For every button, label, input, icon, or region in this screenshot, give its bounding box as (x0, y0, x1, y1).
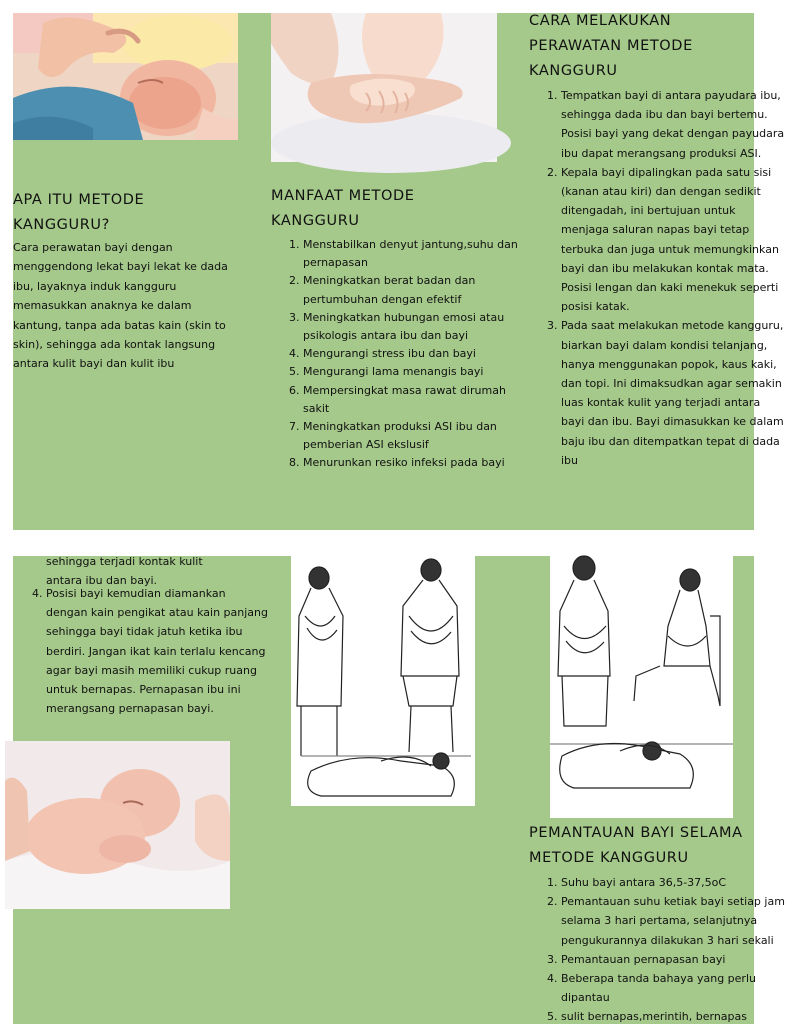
bottom-panel (13, 555, 785, 1024)
section5-list (529, 873, 786, 1027)
top-panel (13, 13, 785, 530)
section3-list (529, 86, 786, 470)
section2-list (271, 236, 533, 473)
list-item: 3. Meningkatkan hubungan emosi atau psikologis antara ibu dan bayi (303, 309, 533, 345)
section2-title: MANFAAT METODE KANGGURU (271, 188, 415, 229)
list-item: 5. sulit bernapas,merintih, bernapas (561, 1007, 786, 1026)
list-item: 2. Kepala bayi dipalingkan pada satu sisi (kanan atau kiri) dan dengan sedikit ditengadah, ini bertujuan untuk menjaga saluran napas bayi tetap terbuka dan juga untuk memungkinkan bayi dan ibu melakukan kontak mata. Posisi lengan dan kaki menekuk seperti posisi katak. (561, 163, 786, 317)
section1-body: Cara perawatan bayi dengan menggendong lekat bayi lekat ke dada ibu, layaknya induk kangguru memasukkan anaknya ke dalam kantung, tanpa ada batas kain (skin to skin), sehingga ada kontak langsung antara kulit bayi dan kulit ibu (13, 241, 228, 371)
list-item: 3. Pada saat melakukan metode kangguru, biarkan bayi dalam kondisi telanjang, hanya menggunakan popok, kaus kaki, dan topi. Ini dimaksudkan agar semakin luas kontak kulit yang terjadi antara bayi dan ibu. Bayi dimasukkan ke dalam baju ibu dan ditempatkan tepat di dada ibu (561, 316, 786, 470)
list-item: 2. Meningkatkan berat badan dan pertumbuhan dengan efektif (303, 272, 533, 308)
list-item: 8. Menurunkan resiko infeksi pada bayi (303, 454, 533, 472)
list-item: 3. Pemantauan pernapasan bayi (561, 950, 786, 969)
list-item: 6. Mempersingkat masa rawat dirumah sakit (303, 382, 533, 418)
section5-title: PEMANTAUAN BAYI SELAMA METODE KANGGURU (529, 825, 743, 866)
list-item: 4. Beberapa tanda bahaya yang perlu dipantau (561, 969, 786, 1007)
sleeping-baby-photo (5, 741, 230, 909)
baby-hand-photo (271, 13, 497, 162)
kangaroo-care-sketch-right (550, 556, 733, 818)
list-item: 1. Tempatkan bayi di antara payudara ibu, sehingga dada ibu dan bayi bertemu. Posisi bayi yang dekat dengan payudara ibu dapat merangsang produksi ASI. (561, 86, 786, 163)
list-item: 4. Posisi bayi kemudian diamankan dengan kain pengikat atau kain panjang sehingga bayi tidak jatuh ketika ibu berdiri. Jangan ikat kain terlalu kencang agar bayi masih memiliki cukup ruang untuk bernapas. Pernapasan ibu ini merangsang pernapasan bayi. (46, 584, 268, 718)
section1-title: APA ITU METODE KANGGURU? (13, 192, 145, 233)
section4-list (14, 584, 268, 718)
section3-title: CARA MELAKUKAN PERAWATAN METODE KANGGURU (529, 13, 693, 79)
list-item: 1. Menstabilkan denyut jantung,suhu dan pernapasan (303, 236, 533, 272)
list-item: 2. Pemantauan suhu ketiak bayi setiap jam selama 3 hari pertama, selanjutnya pengukurannya dilakukan 3 hari sekali (561, 892, 786, 950)
list-item: 1. Suhu bayi antara 36,5-37,5oC (561, 873, 786, 892)
list-item: 7. Meningkatkan produksi ASI ibu dan pemberian ASI ekslusif (303, 418, 533, 454)
kangaroo-care-sketch-left (291, 556, 475, 806)
list-item: 5. Mengurangi lama menangis bayi (303, 363, 533, 381)
newborn-photo (13, 13, 238, 140)
section4-continuation: sehingga terjadi kontak kulit antara ibu dan bayi. (46, 555, 203, 588)
list-item: 4. Mengurangi stress ibu dan bayi (303, 345, 533, 363)
